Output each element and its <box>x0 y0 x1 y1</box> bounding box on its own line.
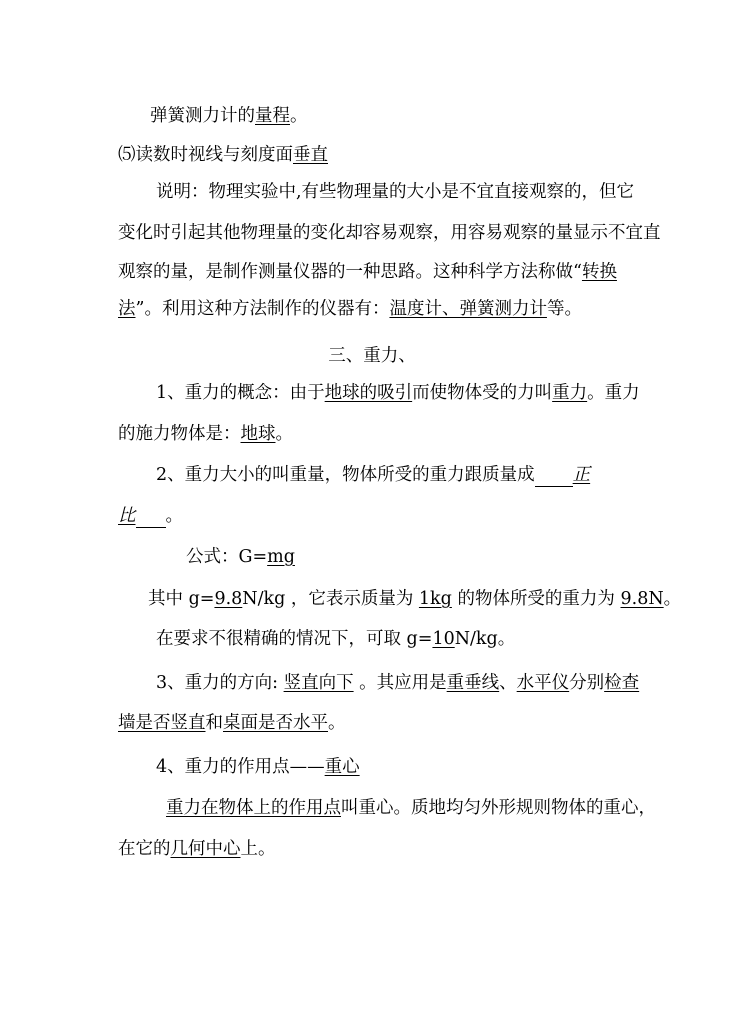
underlined-answer: 9.8N <box>620 589 664 609</box>
text: 1、重力的概念：由于 <box>156 383 325 403</box>
text: 而使物体受的力叫 <box>412 383 553 403</box>
handwritten-answer: 正 <box>572 465 591 485</box>
text: 2、重力大小的叫重量，物体所受的重力跟质量成 <box>156 465 535 485</box>
text: 等。 <box>546 299 582 319</box>
underlined-answer: mg <box>267 547 295 567</box>
line-range <box>150 104 308 128</box>
center-of-gravity-desc-1 <box>166 796 656 820</box>
text: 弹簧测力计的 <box>150 106 255 126</box>
text: 。其应用是 <box>353 673 447 693</box>
text: 公式：G= <box>186 547 268 567</box>
section-heading: 三、重力、 <box>328 346 416 366</box>
text: 观察的量，是制作测量仪器的一种思路。这种科学方法称做“ <box>118 262 582 282</box>
underlined-answer: 1kg <box>418 589 452 609</box>
formula-line <box>186 545 295 569</box>
underlined-answer: 垂直 <box>293 145 328 165</box>
text: 、 <box>499 673 517 693</box>
underlined-answer: 地球的吸引 <box>324 383 413 403</box>
gravity-magnitude-line-2 <box>118 504 183 528</box>
note-line-4 <box>118 297 582 321</box>
text: 上。 <box>240 839 276 859</box>
text: 其中 g= <box>148 589 215 609</box>
text: 的物体所受的重力为 <box>451 589 621 609</box>
gravity-concept-line-1 <box>156 381 640 405</box>
underlined-answer: 重心 <box>324 757 360 777</box>
underlined-answer: 温度计、弹簧测力计 <box>389 299 547 319</box>
underlined-answer: 10 <box>432 629 455 649</box>
text: 叫重心。质地均匀外形规则物体的重心， <box>341 798 656 818</box>
gravity-concept-line-2 <box>118 422 293 446</box>
underlined-answer: 重力在物体上的作用点 <box>166 798 341 818</box>
underlined-answer: 桌面是否水平 <box>223 713 328 733</box>
text: 在要求不很精确的情况下，可取 g= <box>156 629 433 649</box>
underlined-answer: 量程 <box>255 106 290 126</box>
text: N/kg ，它表示质量为 <box>242 589 419 609</box>
approximation-line <box>156 627 515 651</box>
text: 。 <box>290 106 308 126</box>
gravity-direction-line-1 <box>156 671 639 695</box>
text: 。 <box>275 424 293 444</box>
underlined-answer: 墙是否竖直 <box>118 713 206 733</box>
underlined-answer: 检查 <box>604 673 640 693</box>
underlined-answer: 水平仪 <box>516 673 570 693</box>
underlined-answer: 转换 <box>581 262 617 282</box>
text: ”。利用这种方法制作的仪器有： <box>135 299 390 319</box>
text: 分别 <box>569 673 605 693</box>
text: 3、重力的方向: <box>156 673 284 693</box>
underlined-answer: 法 <box>118 299 136 319</box>
underlined-answer: 几何中心 <box>170 839 241 859</box>
text: 的施力物体是： <box>118 424 241 444</box>
text: 。重力 <box>587 383 640 403</box>
g-value-line <box>148 587 681 611</box>
note-line-1: 说明：物理实验中,有些物理量的大小是不宜直接观察的，但它 <box>156 182 635 202</box>
gravity-magnitude-line-1 <box>156 463 590 487</box>
underlined-answer: 地球 <box>240 424 276 444</box>
text: 在它的 <box>118 839 171 859</box>
text: N/kg。 <box>454 629 516 649</box>
gravity-direction-line-2 <box>118 711 346 735</box>
handwritten-answer: 比 <box>118 506 136 526</box>
fill-blank <box>535 466 573 487</box>
text: 4、重力的作用点—— <box>156 757 325 777</box>
text: 。 <box>663 589 682 609</box>
underlined-answer: 重力 <box>552 383 588 403</box>
line-reading-rule <box>118 143 328 167</box>
text: ⑸读数时视线与刻度面 <box>118 145 293 165</box>
center-of-gravity-line <box>156 755 360 779</box>
fill-blank <box>136 507 166 528</box>
underlined-answer: 重垂线 <box>446 673 500 693</box>
text: 。 <box>165 506 183 526</box>
center-of-gravity-desc-2 <box>118 837 276 861</box>
underlined-answer: 9.8 <box>214 589 243 609</box>
underlined-answer: 竖直向下 <box>283 673 354 693</box>
text: 。 <box>328 713 346 733</box>
note-line-3 <box>118 260 617 284</box>
text: 和 <box>205 713 223 733</box>
note-line-2: 变化时引起其他物理量的变化却容易观察，用容易观察的量显示不宜直 <box>118 223 661 243</box>
